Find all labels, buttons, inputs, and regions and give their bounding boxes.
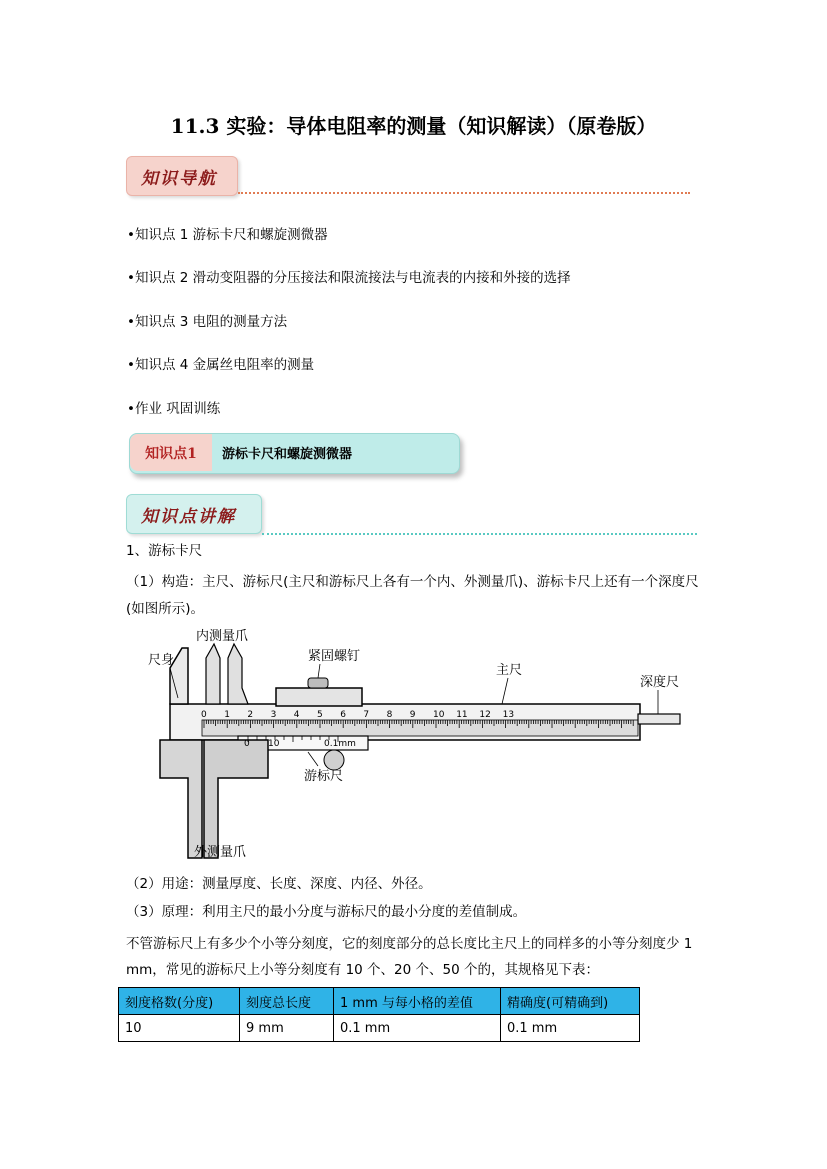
vernier-caliper-figure bbox=[148, 628, 688, 872]
knowledge-nav-banner: 知识导航 bbox=[126, 156, 238, 196]
principle-paragraph: （3）原理：利用主尺的最小分度与游标尺的最小分度的差值制成。 bbox=[126, 904, 527, 920]
table-row bbox=[119, 1015, 640, 1042]
main-scale-tick-label: 3 bbox=[270, 710, 277, 720]
main-scale-tick-label: 6 bbox=[340, 710, 346, 720]
label-main-scale: 主尺 bbox=[496, 663, 523, 678]
knowledge-point-title: 游标卡尺和螺旋测微器 bbox=[222, 447, 353, 462]
nav-divider bbox=[238, 192, 690, 194]
label-vernier: 游标尺 bbox=[304, 769, 344, 784]
main-scale-tick-label: 12 bbox=[479, 710, 491, 720]
table-header-cell: 精确度(可精确到) bbox=[501, 988, 640, 1015]
table-header-cell: 刻度格数(分度) bbox=[119, 988, 240, 1015]
lock-screw bbox=[308, 678, 328, 688]
main-scale-tick-label: 5 bbox=[317, 710, 323, 720]
label-depth-rod: 深度尺 bbox=[640, 675, 680, 690]
thumb-wheel bbox=[324, 750, 344, 770]
spec-table bbox=[118, 987, 640, 1042]
use-paragraph: （2）用途：测量厚度、长度、深度、内径、外径。 bbox=[126, 876, 432, 892]
inner-jaw-left bbox=[206, 644, 220, 704]
table-header-row bbox=[119, 988, 640, 1015]
main-scale-tick-label: 10 bbox=[433, 710, 445, 720]
table-cell: 9 mm bbox=[240, 1015, 334, 1042]
inner-jaw-right bbox=[228, 644, 248, 704]
description-paragraph: 不管游标尺上有多少个小等分刻度，它的刻度部分的总长度比主尺上的同样多的小等分刻度少 1 mm，常见的游标尺上小等分刻度有 10 个、20 个、50 个的，其规格见下表： bbox=[126, 936, 693, 978]
main-scale-tick-label: 4 bbox=[293, 710, 300, 720]
nav-item-1: •知识点 1 游标卡尺和螺旋测微器 bbox=[127, 227, 328, 243]
explanation-banner: 知识点讲解 bbox=[126, 494, 262, 534]
nav-item-3: •知识点 3 电阻的测量方法 bbox=[127, 314, 288, 330]
main-scale-tick-label: 9 bbox=[409, 710, 416, 720]
vernier-ten-label: 10 bbox=[268, 739, 280, 749]
label-outer-jaw: 外测量爪 bbox=[194, 845, 247, 860]
knowledge-point-tag: 知识点1 bbox=[130, 434, 212, 471]
nav-item-4: •知识点 4 金属丝电阻率的测量 bbox=[127, 357, 315, 373]
moving-outer-jaw bbox=[204, 740, 268, 858]
explanation-divider bbox=[262, 533, 697, 535]
table-cell: 10 bbox=[119, 1015, 240, 1042]
page-title: 11.3 实验：导体电阻率的测量（知识解读）（原卷版） bbox=[170, 114, 657, 138]
main-scale-tick-label: 1 bbox=[224, 710, 230, 720]
main-scale-tick-label: 11 bbox=[456, 710, 468, 720]
depth-rod bbox=[638, 714, 680, 724]
main-scale-tick-label: 0 bbox=[201, 710, 207, 720]
table-header-cell: 1 mm 与每小格的差值 bbox=[334, 988, 501, 1015]
leader-vernier bbox=[308, 752, 318, 766]
main-scale-tick-label: 8 bbox=[386, 710, 393, 720]
vernier-zero-label: 0 bbox=[244, 739, 250, 749]
table-cell: 0.1 mm bbox=[501, 1015, 640, 1042]
label-lock-screw: 紧固螺钉 bbox=[308, 649, 361, 664]
section-heading: 1、游标卡尺 bbox=[126, 543, 203, 559]
leader-main-scale bbox=[502, 678, 508, 704]
nav-item-2: •知识点 2 滑动变阻器的分压接法和限流接法与电流表的内接和外接的选择 bbox=[127, 270, 571, 286]
fixed-outer-jaw bbox=[160, 740, 202, 858]
main-scale-tick-label: 7 bbox=[363, 710, 370, 720]
structure-paragraph: （1）构造：主尺、游标尺(主尺和游标尺上各有一个内、外测量爪)、游标卡尺上还有一个深度尺(如图所示)。 bbox=[126, 574, 699, 617]
main-scale-tick-label: 13 bbox=[502, 710, 515, 720]
caliper-svg bbox=[148, 628, 688, 868]
nav-item-homework: •作业 巩固训练 bbox=[127, 401, 221, 417]
label-body: 尺身 bbox=[148, 653, 175, 668]
leader-screw bbox=[318, 664, 320, 678]
table-header-cell: 刻度总长度 bbox=[240, 988, 334, 1015]
label-inner-jaw: 内测量爪 bbox=[196, 629, 249, 644]
main-scale-tick-label: 2 bbox=[247, 710, 254, 720]
table-cell: 0.1 mm bbox=[334, 1015, 501, 1042]
slider-top bbox=[276, 688, 362, 706]
precision-label: 0.1mm bbox=[324, 739, 356, 749]
